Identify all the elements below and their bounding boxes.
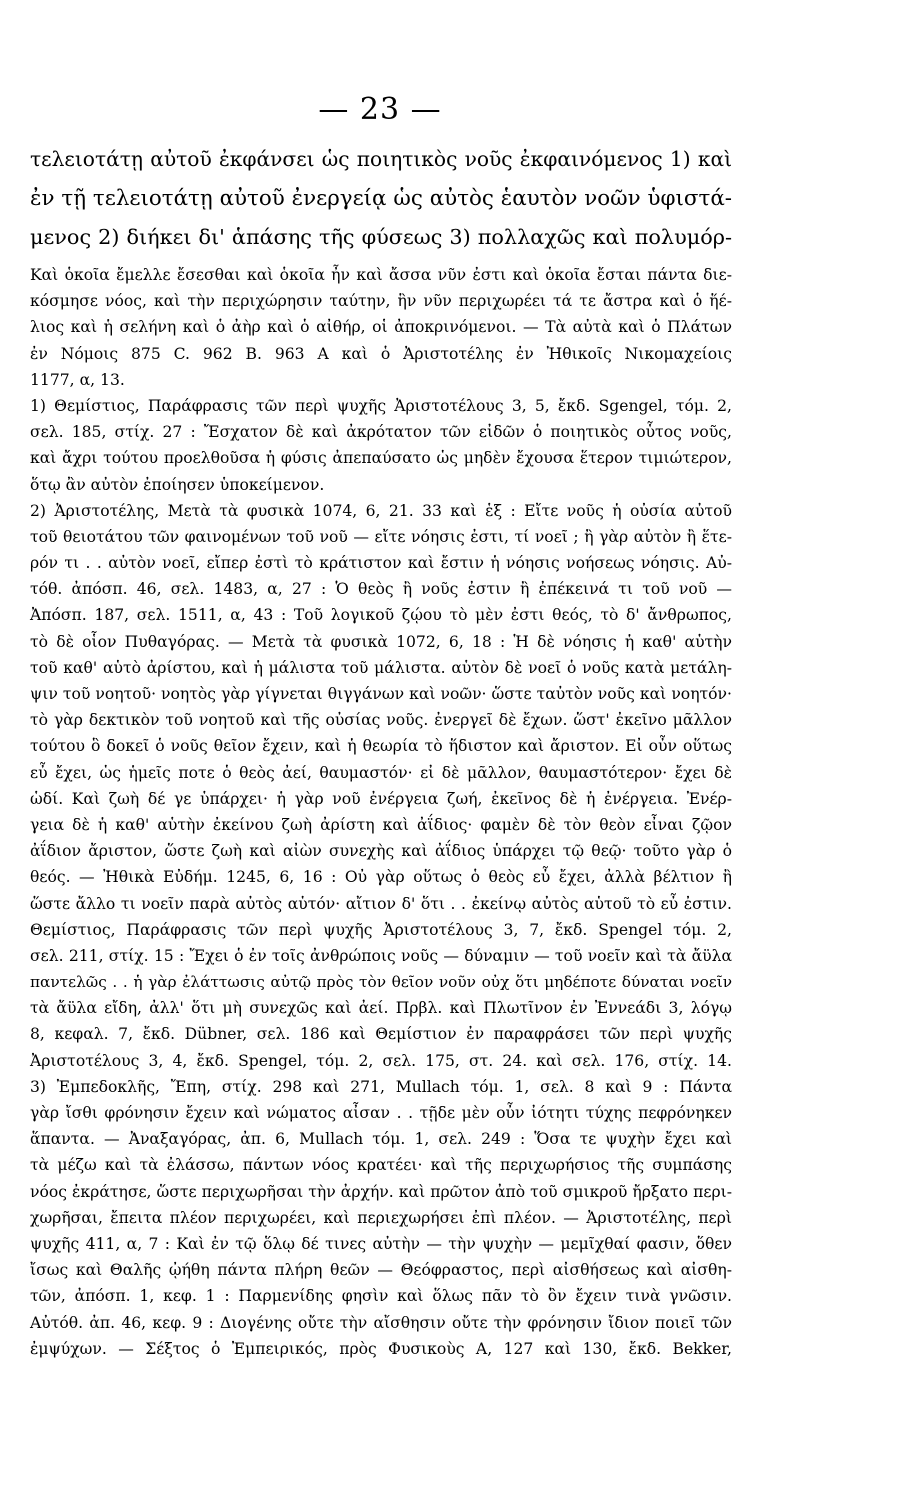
footnote-line: τοῦ καθ' αὑτὸ ἀρίστου, καὶ ἡ μάλιστα τοῦ μάλιστα. αὑτὸν δὲ νοεῖ ὁ νοῦς κατὰ μετάλη- [30, 658, 732, 677]
main-text [30, 140, 732, 257]
footnote-line: ἀΐδιον ἄριστον, ὥστε ζωὴ καὶ αἰὼν συνεχὴς καὶ ἀΐδιος ὑπάρχει τῷ θεῷ· τοῦτο γὰρ ὁ [30, 842, 732, 861]
footnote-line: ψυχῆς 411, α, 7 : Καὶ ἐν τῷ ὅλῳ δέ τινες αὐτὴν — τὴν ψυχὴν — μεμῖχθαί φασιν, ὅθεν [30, 1234, 732, 1253]
footnote-line: τὸ δὲ οἷον Πυθαγόρας. — Μετὰ τὰ φυσικὰ 1072, 6, 18 : Ἡ δὲ νόησις ἡ καθ' αὑτὴν [30, 632, 732, 651]
footnote-line: σελ. 211, στίχ. 15 : Ἔχει ὁ ἐν τοῖς ἀνθρώποις νοῦς — δύναμιν — τοῦ νοεῖν καὶ τὰ ἄϋλα [30, 946, 732, 965]
footnote-line: Αὐτόθ. ἀπ. 46, κεφ. 9 : Διογένης οὔτε τὴν αἴσθησιν οὔτε τὴν φρόνησιν ἴδιον ποιεῖ τῶν [30, 1313, 732, 1332]
footnote-line: ὥστε ἄλλο τι νοεῖν παρὰ αὐτὸς αὑτόν· αἴτιον δ' ὅτι . . ἐκείνῳ αὐτὸς αὑτοῦ τὸ εὖ ἐστιν. [30, 894, 732, 913]
footnote-line: ἅπαντα. — Ἀναξαγόρας, ἀπ. 6, Mullach τόμ. 1, σελ. 249 : Ὅσα τε ψυχὴν ἔχει καὶ [30, 1130, 732, 1149]
footnote-line: τόθ. ἀπόσπ. 46, σελ. 1483, α, 27 : Ὁ θεὸς ἢ νοῦς ἐστιν ἢ ἐπέκεινά τι τοῦ νοῦ — [30, 580, 732, 599]
footnote-line: Θεμίστιος, Παράφρασις τῶν περὶ ψυχῆς Ἀριστοτέλους 3, 7, ἔκδ. Spengel τόμ. 2, [30, 920, 732, 939]
footnote-line: 8, κεφαλ. 7, ἔκδ. Dübner, σελ. 186 καὶ Θεμίστιον ἐν παραφράσει τῶν περὶ ψυχῆς [30, 1025, 732, 1044]
footnote-line: τῶν, ἀπόσπ. 1, κεφ. 1 : Παρμενίδης φησὶν καὶ ὅλως πᾶν τὸ ὂν ἔχειν τινὰ γνῶσιν. [30, 1287, 732, 1306]
footnote-line: ὡδί. Καὶ ζωὴ δέ γε ὑπάρχει· ἡ γὰρ νοῦ ἐνέργεια ζωή, ἐκεῖνος δὲ ἡ ἐνέργεια. Ἐνέρ- [30, 789, 732, 808]
footnote-line: λιος καὶ ἡ σελήνη καὶ ὁ ἀὴρ καὶ ὁ αἰθήρ, οἱ ἀποκρινόμενοι. — Τὰ αὐτὰ καὶ ὁ Πλάτων [30, 318, 732, 337]
text-line: ἐν τῇ τελειοτάτῃ αὐτοῦ ἐνεργείᾳ ὡς αὐτὸς ἑαυτὸν νοῶν ὑφιστά- [30, 186, 732, 211]
footnote-line: σελ. 185, στίχ. 27 : Ἔσχατον δὲ καὶ ἀκρότατον τῶν εἰδῶν ὁ ποιητικὸς οὗτος νοῦς, [30, 423, 732, 442]
footnote-line: ἐν Νόμοις 875 C. 962 B. 963 A καὶ ὁ Ἀριστοτέλης ἐν Ἠθικοῖς Νικομαχείοις [30, 344, 732, 363]
footnote-line: γὰρ ἴσθι φρόνησιν ἔχειν καὶ νώματος αἶσαν . . τῇδε μὲν οὖν ἰότητι τύχης πεφρόνηκεν [30, 1104, 732, 1122]
footnote-line: 2) Ἀριστοτέλης, Μετὰ τὰ φυσικὰ 1074, 6, 21. 33 καὶ ἑξ : Εἴτε νοῦς ἡ οὐσία αὐτοῦ [30, 501, 732, 520]
footnote-line: τὸ γὰρ δεκτικὸν τοῦ νοητοῦ καὶ τῆς οὐσίας νοῦς. ἐνεργεῖ δὲ ἔχων. ὥστ' ἐκεῖνο μᾶλλον [30, 711, 732, 730]
footnote-line: Καὶ ὁκοῖα ἔμελλε ἔσεσθαι καὶ ὁκοῖα ἦν καὶ ἄσσα νῦν ἐστι καὶ ὁκοῖα ἔσται πάντα διε- [30, 266, 732, 284]
page-number: — 23 — [318, 92, 442, 127]
footnote-line: 1) Θεμίστιος, Παράφρασις τῶν περὶ ψυχῆς Ἀριστοτέλους 3, 5, ἔκδ. Sgengel, τόμ. 2, [30, 396, 732, 415]
footnote-line: ρόν τι . . αὐτὸν νοεῖ, εἴπερ ἐστὶ τὸ κράτιστον καὶ ἔστιν ἡ νόησις νοήσεως νόησις. Αὐ- [30, 554, 732, 573]
footnote-line: 3) Ἐμπεδοκλῆς, Ἔπη, στίχ. 298 καὶ 271, Mullach τόμ. 1, σελ. 8 καὶ 9 : Πάντα [30, 1077, 732, 1096]
footnote-line: τούτου ὃ δοκεῖ ὁ νοῦς θεῖον ἔχειν, καὶ ἡ θεωρία τὸ ἥδιστον καὶ ἄριστον. Εἰ οὖν οὕτως [30, 737, 732, 756]
footnote-line: χωρῆσαι, ἔπειτα πλέον περιχωρέει, καὶ περιεχωρήσει ἐπὶ πλέον. — Ἀριστοτέλης, περὶ [30, 1208, 732, 1227]
footnotes [30, 262, 732, 1362]
footnote-line: Ἀπόσπ. 187, σελ. 1511, α, 43 : Τοῦ λογικοῦ ζῴου τὸ μὲν ἐστι θεός, τὸ δ' ἄνθρωπος, [30, 606, 732, 625]
text-line: μενος 2) διήκει δι' ἁπάσης τῆς φύσεως 3) πολλαχῶς καὶ πολυμόρ- [30, 225, 732, 249]
footnote-line: ἴσως καὶ Θαλῆς ᾠήθη πάντα πλήρη θεῶν — Θεόφραστος, περὶ αἰσθήσεως καὶ αἰσθη- [30, 1261, 732, 1280]
footnote-line: παντελῶς . . ἡ γὰρ ἐλάττωσις αὐτῷ πρὸς τὸν θεῖον νοῦν οὐχ ὅτι μηδέποτε δύναται νοεῖν [30, 973, 732, 992]
text-line: τελειοτάτῃ αὐτοῦ ἐκφάνσει ὡς ποιητικὸς νοῦς ἐκφαινόμενος 1) καὶ [30, 147, 732, 171]
footnote-line: 1177, α, 13. [30, 370, 125, 389]
footnote-line: τοῦ θειοτάτου τῶν φαινομένων τοῦ νοῦ — εἴτε νόησις ἐστι, τί νοεῖ ; ἢ γὰρ αὐτὸν ἢ ἕτε- [30, 527, 732, 546]
footnote-line: τὰ μέζω καὶ τὰ ἐλάσσω, πάντων νόος κρατέει· καὶ τῆς περιχωρήσιος τῆς συμπάσης [30, 1156, 732, 1175]
footnote-line: κόσμησε νόος, καὶ τὴν περιχώρησιν ταύτην, ἣν νῦν περιχωρέει τά τε ἄστρα καὶ ὁ ἥέ- [30, 292, 732, 311]
footnote-line: νόος ἐκράτησε, ὥστε περιχωρῆσαι τὴν ἀρχήν. καὶ πρῶτον ἀπὸ τοῦ σμικροῦ ἤρξατο περι- [30, 1182, 732, 1201]
footnote-line: εὖ ἔχει, ὡς ἡμεῖς ποτε ὁ θεὸς ἀεί, θαυμαστόν· εἰ δὲ μᾶλλον, θαυμαστότερον· ἔχει δὲ [30, 763, 732, 782]
footnote-line: ψιν τοῦ νοητοῦ· νοητὸς γὰρ γίγνεται θιγγάνων καὶ νοῶν· ὥστε ταὐτὸν νοῦς καὶ νοητόν· [30, 685, 732, 703]
footnote-line: Ἀριστοτέλους 3, 4, ἔκδ. Spengel, τόμ. 2, σελ. 175, στ. 24. καὶ σελ. 176, στίχ. 14. [30, 1051, 732, 1070]
footnote-line: θεός. — Ἠθικὰ Εὐδήμ. 1245, 6, 16 : Οὐ γὰρ οὕτως ὁ θεὸς εὖ ἔχει, ἀλλὰ βέλτιον ἢ [30, 868, 732, 887]
footnote-line: τὰ ἄϋλα εἴδη, ἀλλ' ὅτι μὴ συνεχῶς καὶ ἀεί. Πρβλ. καὶ Πλωτῖνον ἐν Ἐννεάδι 3, λόγῳ [30, 999, 732, 1018]
footnote-line: ἐμψύχων. — Σέξτος ὁ Ἐμπειρικός, πρὸς Φυσικοὺς Α, 127 καὶ 130, ἔκδ. Bekker, [30, 1339, 732, 1358]
footnote-line: ὅτῳ ἂν αὐτὸν ἐποίησεν ὑποκείμενον. [30, 475, 325, 494]
footnote-line: γεια δὲ ἡ καθ' αὑτὴν ἐκείνου ζωὴ ἀρίστη καὶ ἀΐδιος· φαμὲν δὲ τὸν θεὸν εἶναι ζῷον [30, 815, 732, 834]
footnote-line: καὶ ἄχρι τούτου προελθοῦσα ἡ φύσις ἀπεπαύσατο ὡς μηδὲν ἔχουσα ἕτερον τιμιώτερον, [30, 449, 732, 468]
